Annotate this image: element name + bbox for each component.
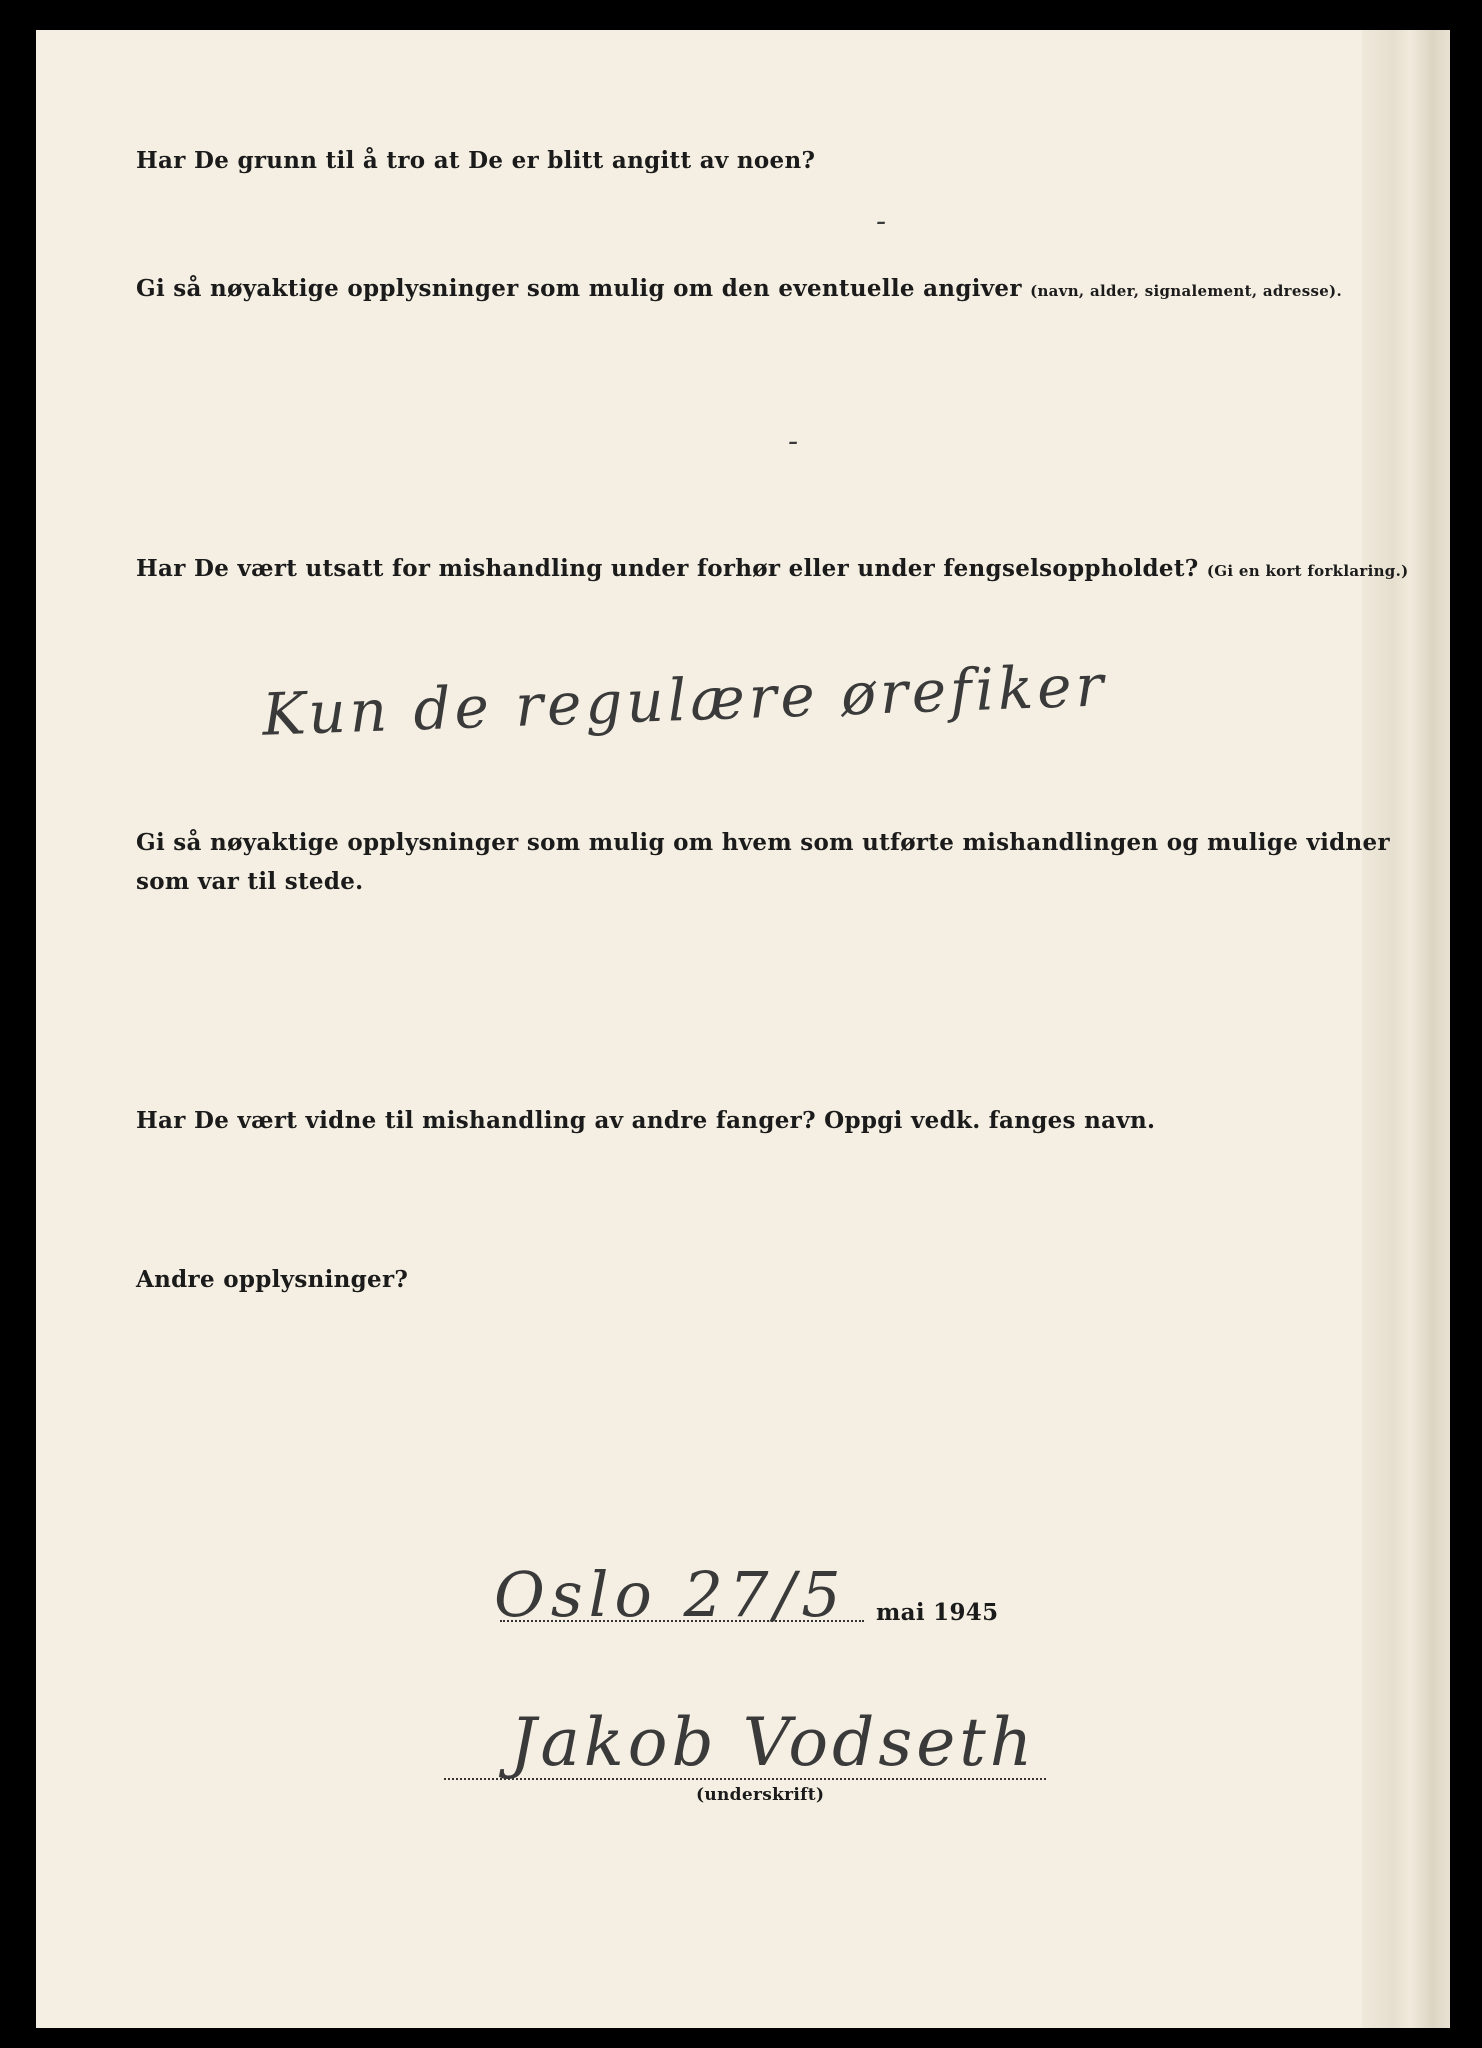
answer-1-dash: - <box>876 204 887 239</box>
question-6: Andre opplysninger? <box>136 1266 409 1293</box>
question-4-line-1: Gi så nøyaktige opplysninger som mulig om hvem som utførte mishandlingen og mulige vidner <box>136 829 1390 856</box>
page-edge <box>1362 30 1450 2028</box>
question-2 <box>136 270 1342 310</box>
question-2-note: (navn, alder, signalement, adresse). <box>1030 282 1342 300</box>
place-date-handwriting: Oslo 27/5 <box>494 1558 847 1631</box>
signature-handwriting: Jakob Vodseth <box>510 1704 1037 1781</box>
question-3-text: Har De vært utsatt for mishandling under forhør eller under fengselsoppholdet? <box>136 555 1199 582</box>
question-5: Har De vært vidne til mishandling av andre fanger? Oppgi vedk. fanges navn. <box>136 1107 1156 1134</box>
question-3 <box>136 550 1409 590</box>
question-4-line-2: som var til stede. <box>136 868 364 895</box>
signature-dotted-line <box>444 1778 1046 1780</box>
signature-label: (underskrift) <box>696 1785 825 1805</box>
question-1: Har De grunn til å tro at De er blitt angitt av noen? <box>136 147 816 174</box>
answer-2-dash: - <box>788 424 799 459</box>
question-2-text: Gi så nøyaktige opplysninger som mulig om den eventuelle angiver <box>136 275 1022 302</box>
question-3-note: (Gi en kort forklaring.) <box>1206 562 1409 580</box>
date-dotted-line <box>500 1620 864 1622</box>
answer-3-handwriting: Kun de regulære ørefiker <box>261 651 1109 749</box>
date-suffix: mai 1945 <box>876 1599 999 1626</box>
